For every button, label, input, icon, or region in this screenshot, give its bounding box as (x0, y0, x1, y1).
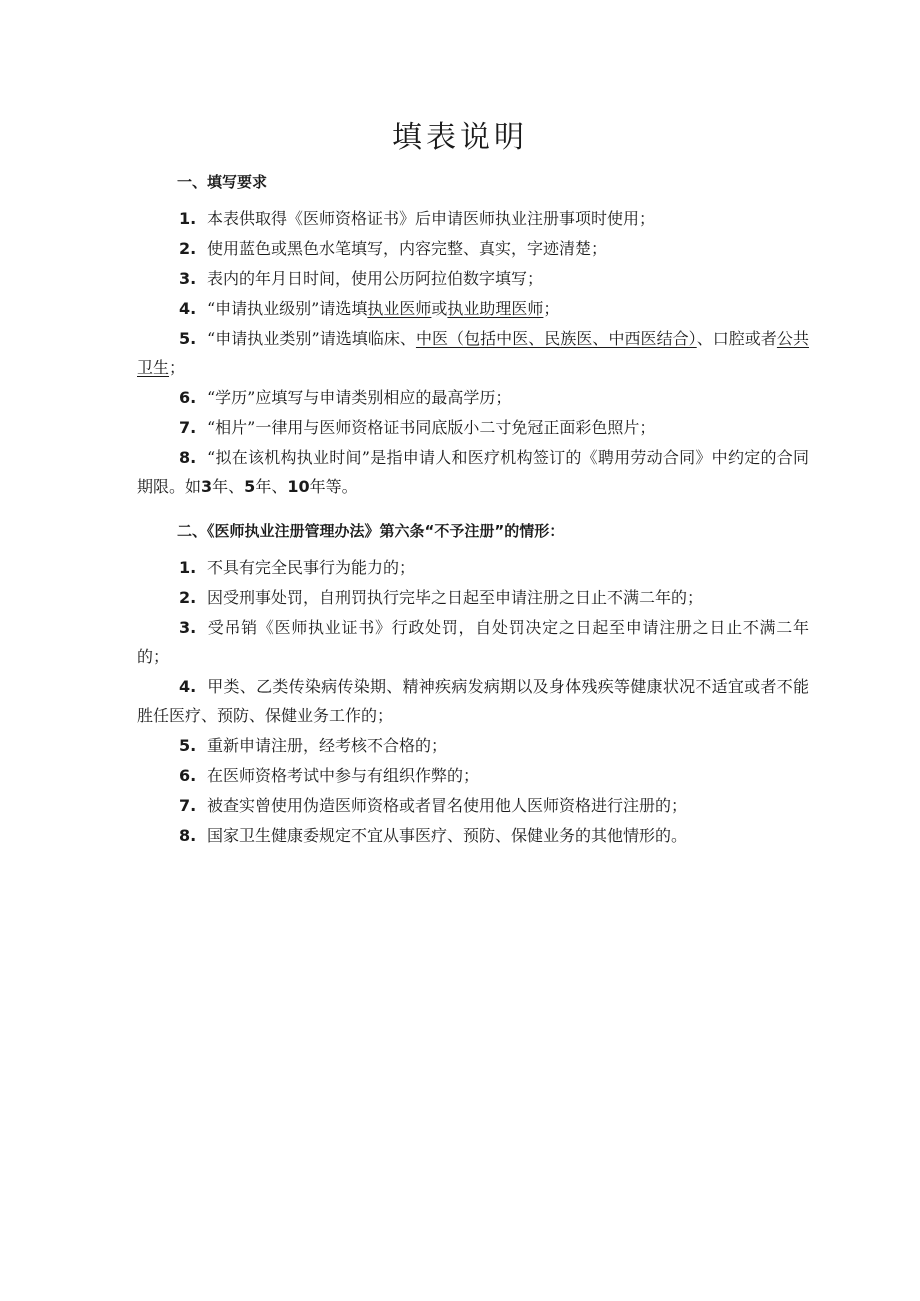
list-item: 5. 重新申请注册，经考核不合格的； (179, 736, 448, 755)
section-heading-no-registration: 二、《医师执业注册管理办法》第六条“不予注册”的情形： (177, 522, 565, 540)
list-item: 1. 不具有完全民事行为能力的； (179, 558, 416, 577)
list-item: 1. 本表供取得《医师资格证书》后申请医师执业注册事项时使用； (179, 209, 656, 228)
list-item: 8. 国家卫生健康委规定不宜从事医疗、预防、保健业务的其他情形的。 (179, 826, 688, 845)
list-item: 4. “申请执业级别”请选填执业医师或执业助理医师； (179, 299, 560, 318)
section-heading-requirements: 一、填写要求 (177, 173, 268, 191)
page-title: 填表说明 (392, 120, 528, 155)
list-item: 7. 被查实曾使用伪造医师资格或者冒名使用他人医师资格进行注册的； (179, 796, 688, 815)
list-item: 6. “学历”应填写与申请类别相应的最高学历； (179, 388, 512, 407)
instructions-body (137, 168, 809, 851)
list-item: 8. “拟在该机构执业时间”是指申请人和医疗机构签订的《聘用劳动合同》中约定的合同期限。如3年、5年、10年等。 (137, 448, 809, 496)
list-item: 5. “申请执业类别”请选填临床、中医（包括中医、民族医、中西医结合）、口腔或者公共卫生； (137, 329, 809, 377)
list-item: 3. 受吊销《医师执业证书》行政处罚，自处罚决定之日起至申请注册之日止不满二年的； (137, 618, 809, 666)
list-item: 4. 甲类、乙类传染病传染期、精神疾病发病期以及身体残疾等健康状况不适宜或者不能胜任医疗、预防、保健业务工作的； (137, 677, 809, 725)
list-item: 6. 在医师资格考试中参与有组织作弊的； (179, 766, 480, 785)
list-item: 2. 因受刑事处罚，自刑罚执行完毕之日起至申请注册之日止不满二年的； (179, 588, 704, 607)
list-item: 2. 使用蓝色或黑色水笔填写，内容完整、真实，字迹清楚； (179, 239, 608, 258)
list-item: 3. 表内的年月日时间，使用公历阿拉伯数字填写； (179, 269, 544, 288)
list-item: 7. “相片”一律用与医师资格证书同底版小二寸免冠正面彩色照片； (179, 418, 656, 437)
